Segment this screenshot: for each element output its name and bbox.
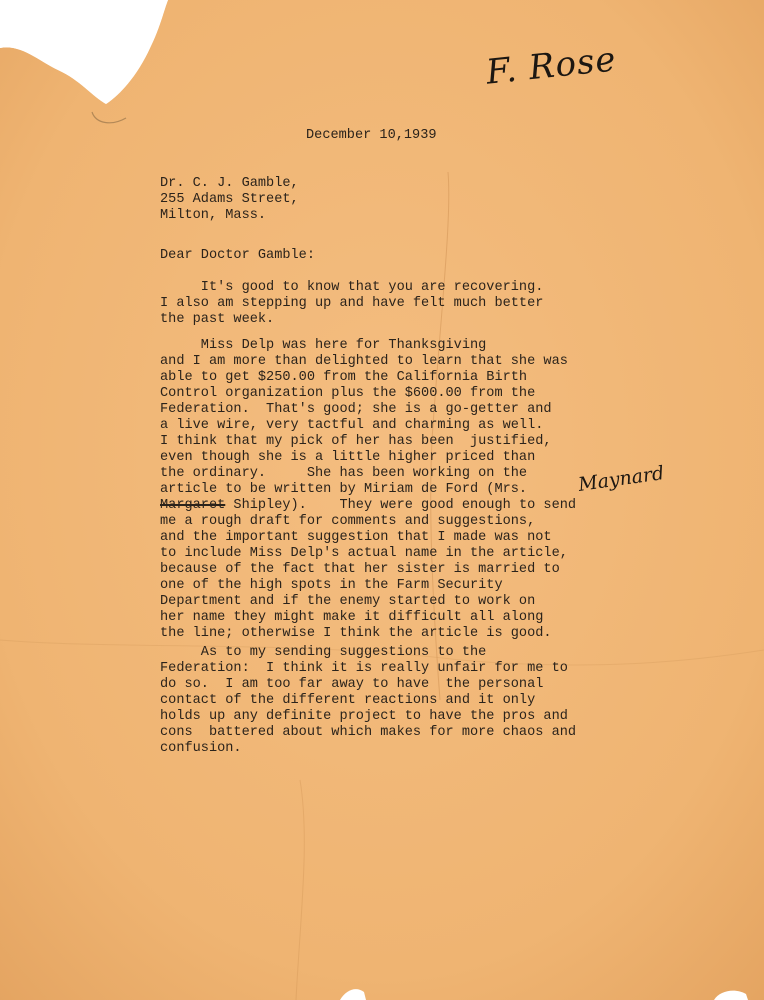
paragraph-line: I think that my pick of her has been justified, — [160, 434, 552, 449]
paragraph-line: I also am stepping up and have felt much better — [160, 296, 544, 311]
paragraph-line: Federation. That's good; she is a go-getter and — [160, 402, 552, 417]
struck-word: Margaret — [160, 498, 226, 513]
paragraph-line: because of the fact that her sister is married to — [160, 562, 560, 577]
paragraph-line: Federation: I think it is really unfair for me to — [160, 661, 568, 676]
paragraph-line: the line; otherwise I think the article is good. — [160, 626, 552, 641]
paragraph-line: cons battered about which makes for more chaos and — [160, 725, 577, 740]
paragraph-line: and I am more than delighted to learn that she was — [160, 354, 568, 369]
paragraph-line: As to my sending suggestions to the — [160, 645, 487, 660]
paragraph-line-with-strikeout — [160, 498, 576, 514]
paragraph-line: and the important suggestion that I made was not — [160, 530, 552, 545]
paragraph-line: the ordinary. She has been working on the — [160, 466, 528, 481]
paragraph-line: her name they might make it difficult all along — [160, 610, 544, 625]
letter-date: December 10,1939 — [306, 128, 437, 143]
paragraph-line: Miss Delp was here for Thanksgiving — [160, 338, 487, 353]
paragraph-line: me a rough draft for comments and suggestions, — [160, 514, 536, 529]
paragraph-line: the past week. — [160, 312, 275, 327]
salutation: Dear Doctor Gamble: — [160, 248, 315, 263]
paragraph-line: even though she is a little higher priced than — [160, 450, 536, 465]
paragraph-line: article to be written by Miriam de Ford (Mrs. — [160, 482, 528, 497]
address-line-1: Dr. C. J. Gamble, — [160, 176, 299, 191]
paragraph-line: do so. I am too far away to have the personal — [160, 677, 544, 692]
paragraph-line: a live wire, very tactful and charming as well. — [160, 418, 544, 433]
paragraph-line: It's good to know that you are recovering. — [160, 280, 544, 295]
paragraph-line: contact of the different reactions and it only — [160, 693, 536, 708]
paragraph-line: to include Miss Delp's actual name in the article, — [160, 546, 568, 561]
paragraph-line: one of the high spots in the Farm Security — [160, 578, 503, 593]
paragraph-line: able to get $250.00 from the California Birth — [160, 370, 528, 385]
paragraph-line: confusion. — [160, 741, 242, 756]
handwritten-initials: F. Rose — [484, 39, 619, 93]
address-line-3: Milton, Mass. — [160, 208, 267, 223]
paragraph-line: Control organization plus the $600.00 from the — [160, 386, 536, 401]
address-line-2: 255 Adams Street, — [160, 192, 299, 207]
paragraph-line: Department and if the enemy started to work on — [160, 594, 536, 609]
handwritten-correction: Maynard — [576, 462, 666, 496]
line-rest: Shipley). They were good enough to send — [225, 498, 577, 513]
paragraph-line: holds up any definite project to have the pros and — [160, 709, 568, 724]
